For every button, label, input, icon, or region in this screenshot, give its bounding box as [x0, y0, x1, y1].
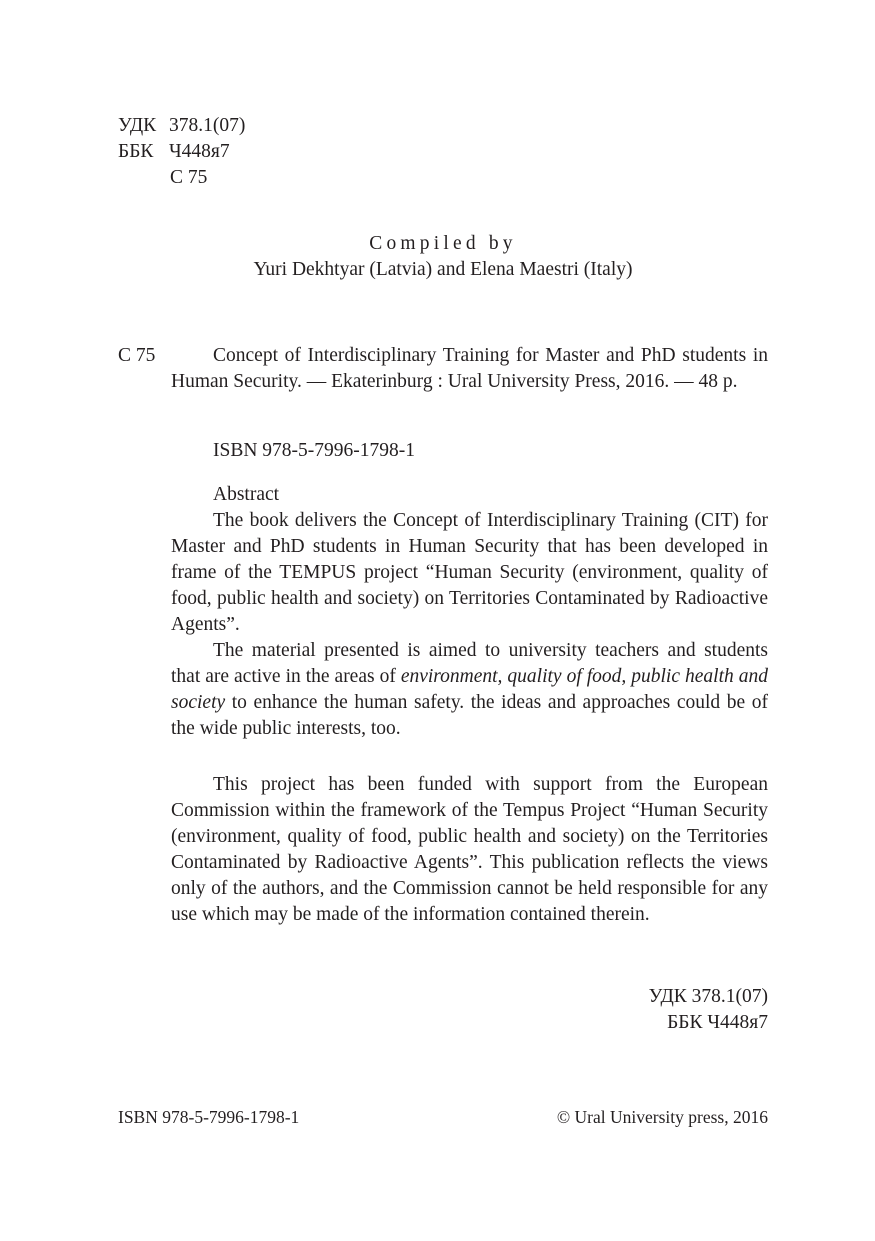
bbk-label: ББК [118, 141, 154, 162]
author-sign: С 75 [170, 167, 208, 188]
funding-text: This project has been funded with support from the European Commission within the framework of the Tempus Project “Human Security (environment, quality of food, public health and society) on the Territories Contaminated by Radioactive Agents”. This publication reflects the views only of the authors, and the Commission cannot be held responsible for any use which may be made of the information contained therein. [171, 774, 768, 925]
isbn-text: ISBN 978-5-7996-1798-1 [213, 440, 416, 461]
abstract-paragraph-1: The book delivers the Concept of Interdisciplinary Training (CIT) for Master and PhD students in Human Security that has been developed in frame of the TEMPUS project “Human Security (environment, quality of food, public health and society) on Territories Contaminated by Radioactive Agents”. [171, 510, 768, 635]
authors-line: Yuri Dekhtyar (Latvia) and Elena Maestri (Italy) [253, 259, 633, 280]
isbn-entry [171, 438, 768, 464]
abstract-p2-italic: environment, quality of food, public health and society [171, 666, 768, 713]
bbk-line [118, 139, 230, 165]
udk-label: УДК [118, 115, 157, 136]
compiled-by-heading: Compiled by [369, 233, 517, 254]
abstract-section [171, 482, 768, 742]
abstract-paragraph-2 [171, 638, 768, 742]
udk-value: 378.1(07) [169, 115, 246, 136]
entry-code: С 75 [118, 345, 156, 366]
funding-disclaimer [171, 772, 768, 928]
bibliographic-description [171, 343, 768, 395]
abstract-p2-start: The material presented is aimed to university teachers and students that are active in the areas of [171, 640, 768, 687]
udk-line [118, 113, 245, 139]
footer-isbn: ISBN 978-5-7996-1798-1 [118, 1107, 300, 1127]
footer-copyright: © Ural University press, 2016 [556, 1107, 768, 1127]
abstract-heading: Abstract [213, 484, 280, 505]
right-classification [649, 984, 768, 1036]
right-bbk: ББК Ч448я7 [667, 1012, 768, 1033]
abstract-p2-end: to enhance the human safety. the ideas and approaches could be of the wide public interests, too. [171, 692, 768, 739]
bibliographic-text: Concept of Interdisciplinary Training for Master and PhD students in Human Security. — Ekaterinburg : Ural University Press, 2016. — 48 p. [171, 345, 768, 392]
bbk-value: Ч448я7 [169, 141, 230, 162]
right-udk: УДК 378.1(07) [648, 986, 768, 1007]
